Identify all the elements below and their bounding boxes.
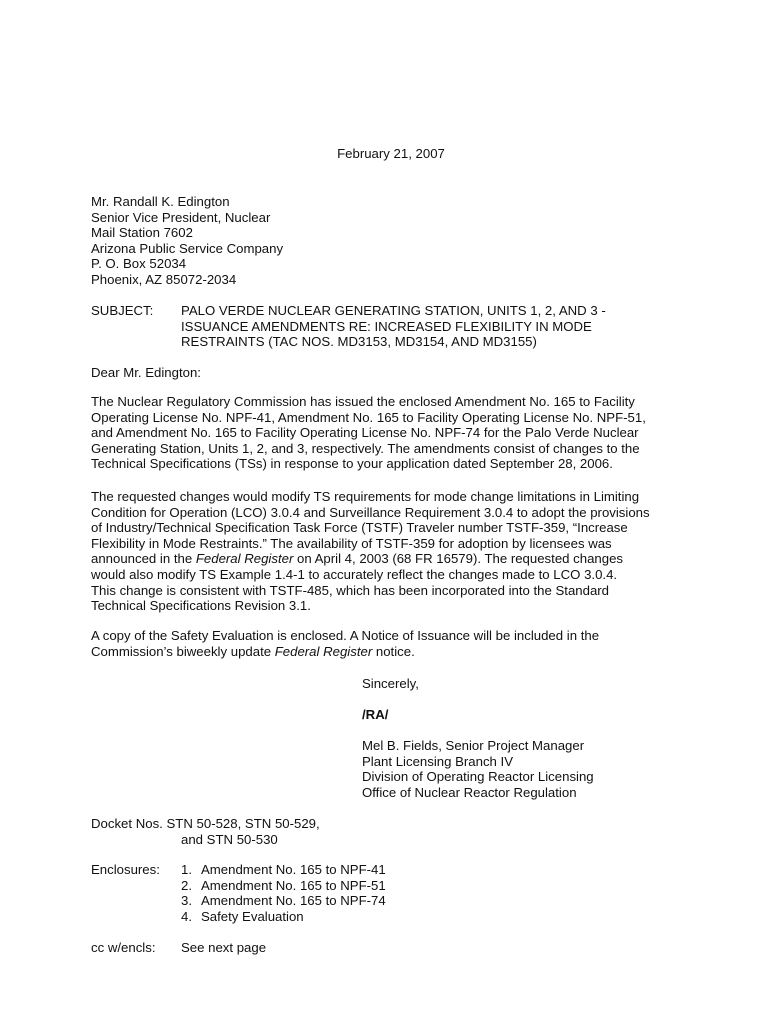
paragraph-line xyxy=(91,644,691,660)
enclosure-number: 2. xyxy=(181,877,192,893)
paragraph-line: The Nuclear Regulatory Commission has issued the enclosed Amendment No. 165 to Facility xyxy=(91,394,635,409)
paragraph-1 xyxy=(91,394,691,472)
paragraph-line: would also modify TS Example 1.4-1 to accurately reflect the changes made to LCO 3.0.4. xyxy=(91,566,618,582)
enclosure-item xyxy=(181,909,386,925)
paragraph-line: Condition for Operation (LCO) 3.0.4 and Surveillance Requirement 3.0.4 to adopt the provisions xyxy=(91,504,650,520)
paragraph-3 xyxy=(91,628,691,659)
addressee-line: P. O. Box 52034 xyxy=(91,256,187,272)
subject-text xyxy=(181,303,651,350)
paragraph-2 xyxy=(91,489,691,614)
addressee-block xyxy=(91,194,283,288)
addressee-line: Arizona Public Service Company xyxy=(91,240,284,256)
paragraph-line: Generating Station, Units 1, 2, and 3, respectively. The amendments consist of changes to the xyxy=(91,440,640,456)
enclosure-text: Amendment No. 165 to NPF-74 xyxy=(201,893,386,909)
signer-line: Office of Nuclear Reactor Regulation xyxy=(362,784,577,800)
enclosure-text: Amendment No. 165 to NPF-41 xyxy=(201,862,386,877)
cc-text: See next page xyxy=(181,940,267,955)
salutation: Dear Mr. Edington: xyxy=(91,365,201,380)
paragraph-line: Technical Specifications Revision 3.1. xyxy=(91,598,311,614)
enclosure-text: Safety Evaluation xyxy=(201,908,304,924)
paragraph-line: and Amendment No. 165 to Facility Operating License No. NPF-74 for the Palo Verde Nuclear xyxy=(91,425,639,441)
paragraph-line: The requested changes would modify TS requirements for mode change limitations in Limiting xyxy=(91,489,640,504)
text-span: on April 4, 2003 (68 FR 16579). The requested changes xyxy=(293,551,624,567)
signer-block xyxy=(362,738,594,800)
subject-line: RESTRAINTS (TAC NOS. MD3153, MD3154, AND MD3155) xyxy=(181,334,537,350)
closing xyxy=(362,676,419,692)
enclosure-number: 1. xyxy=(181,862,192,877)
docket-block xyxy=(91,816,320,847)
paragraph-line: Technical Specifications (TSs) in response to your application dated September 28, 2006. xyxy=(91,456,613,472)
cc-label: cc w/encls: xyxy=(91,940,156,955)
enclosures-list xyxy=(181,862,386,924)
signer-line: Plant Licensing Branch IV xyxy=(362,753,514,769)
signature xyxy=(362,707,388,723)
subject-line: ISSUANCE AMENDMENTS RE: INCREASED FLEXIBILITY IN MODE xyxy=(181,318,592,334)
signer-line: Mel B. Fields, Senior Project Manager xyxy=(362,738,585,753)
docket-line: Docket Nos. STN 50-528, STN 50-529, xyxy=(91,816,320,831)
enclosure-item xyxy=(181,893,386,909)
addressee-line: Phoenix, AZ 85072-2034 xyxy=(91,271,237,287)
enclosure-number: 4. xyxy=(181,908,192,924)
text-span: notice. xyxy=(372,643,415,659)
enclosure-item xyxy=(181,862,386,878)
paragraph-line: A copy of the Safety Evaluation is enclosed. A Notice of Issuance will be included in the xyxy=(91,628,600,643)
signer-line: Division of Operating Reactor Licensing xyxy=(362,769,594,785)
addressee-line: Mail Station 7602 xyxy=(91,225,193,241)
addressee-line: Senior Vice President, Nuclear xyxy=(91,209,271,225)
federal-register-italic: Federal Register xyxy=(274,643,373,659)
enclosure-number: 3. xyxy=(181,893,192,909)
text-span: Commission’s biweekly update xyxy=(91,643,275,659)
paragraph-line: Flexibility in Mode Restraints.” The availability of TSTF-359 for adoption by licensees was xyxy=(91,535,612,551)
docket-line: and STN 50-530 xyxy=(181,831,278,847)
paragraph-line: of Industry/Technical Specification Task Force (TSTF) Traveler number TSTF-359, “Increase xyxy=(91,520,628,536)
federal-register-italic: Federal Register xyxy=(195,551,294,567)
closing-text: Sincerely, xyxy=(362,676,419,691)
enclosures-label: Enclosures: xyxy=(91,862,160,877)
subject-line: PALO VERDE NUCLEAR GENERATING STATION, UNITS 1, 2, AND 3 - xyxy=(181,303,606,318)
enclosure-item xyxy=(181,878,386,894)
text-span: announced in the xyxy=(91,551,196,567)
paragraph-line: Operating License No. NPF-41, Amendment No. 165 to Facility Operating License No. NPF-51, xyxy=(91,409,646,425)
addressee-line: Mr. Randall K. Edington xyxy=(91,194,230,209)
enclosure-text: Amendment No. 165 to NPF-51 xyxy=(201,877,386,893)
subject-label: SUBJECT: xyxy=(91,303,154,318)
letter-date: February 21, 2007 xyxy=(337,146,445,161)
paragraph-line xyxy=(91,551,691,567)
signature-text: /RA/ xyxy=(362,707,389,722)
paragraph-line: This change is consistent with TSTF-485, which has been incorporated into the Standard xyxy=(91,582,610,598)
